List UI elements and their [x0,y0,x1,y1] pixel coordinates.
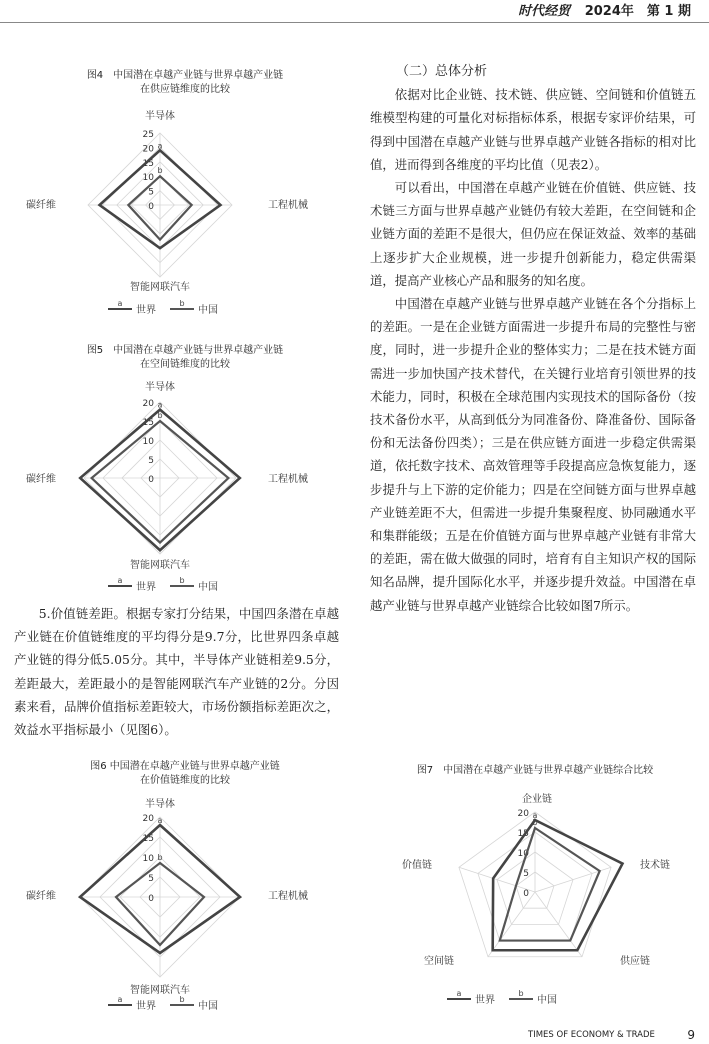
radial-tick-label: 25 [142,130,154,140]
figure4-title-line1: 图4 中国潜在卓越产业链与世界卓越产业链 [86,70,284,81]
axis-label: 智能网联汽车 [130,560,190,571]
legend-label-china: 中国 [198,1001,218,1012]
axis-label: 半导体 [145,799,175,810]
legend-marker-b: b [179,576,185,585]
legend-marker-a: a [456,989,462,998]
legend-marker-b: b [518,989,524,998]
legend-label-world: 世界 [136,1001,156,1012]
radial-tick-label: 20 [517,809,529,819]
axis-label: 企业链 [522,794,552,805]
header-rule [0,22,709,23]
figure5-title-line1: 图5 中国潜在卓越产业链与世界卓越产业链 [86,345,284,356]
series-marker-label: b [157,853,163,862]
radial-tick-label: 0 [523,889,529,899]
radial-tick-label: 15 [142,834,154,844]
series-marker-label: b [532,818,538,827]
series-marker-label: b [157,166,163,176]
page-header [518,0,691,19]
figure6-title-line2: 在价值链维度的比较 [140,775,230,786]
axis-label: 供应链 [620,956,650,967]
figure4-radar-chart [0,105,340,320]
radial-tick-label: 20 [142,399,154,409]
radial-tick-label: 15 [517,829,529,839]
radial-tick-label: 5 [148,456,154,466]
footer-journal: TIMES OF ECONOMY & TRADE [528,1030,655,1040]
radial-tick-label: 15 [142,418,154,428]
page-number: 9 [687,1028,695,1042]
radial-tick-label: 0 [148,475,154,485]
legend-marker-b: b [179,995,185,1004]
radial-tick-label: 5 [148,874,154,884]
axis-label: 工程机械 [268,200,308,211]
axis-label: 碳纤维 [26,474,56,485]
figure4-title [20,69,350,97]
radial-tick-label: 0 [148,202,154,212]
series-marker-label: b [157,411,163,420]
legend-label-china: 中国 [198,305,218,316]
axis-label: 半导体 [145,111,175,122]
magazine-name: 时代经贸 [518,4,571,19]
legend-marker-a: a [117,299,123,308]
figure7-title [372,764,698,778]
legend-marker-a: a [117,995,123,1004]
axis-label: 技术链 [640,860,670,871]
overall-paragraph-2: 可以看出，中国潜在卓越产业链在价值链、供应链、技术链三方面与世界卓越产业链仍有较大差距，在空间链和企业链方面的差距不是很大，但仍应在保证效益、效率的基础上逐步扩大企业规模，进一步提升创新能力，稳定供需渠道，提高产业核心产品和服务的知名度。 [370,180,696,288]
legend-marker-b: b [179,299,185,308]
right-text-block [370,60,696,617]
radial-tick-label: 10 [142,173,154,184]
radial-tick-label: 10 [142,854,154,864]
radial-tick-label: 20 [142,814,154,824]
legend-marker-a: a [117,576,123,585]
radial-tick-label: 15 [142,158,154,169]
series-marker-label: a [157,141,163,151]
legend-label-china: 中国 [198,582,218,593]
axis-label: 碳纤维 [26,200,56,211]
series-line-world [493,820,623,950]
radial-tick-label: 5 [148,187,154,198]
figure5-title-line2: 在空间链维度的比较 [140,359,230,370]
figure7-radar-chart [372,782,698,1012]
axis-label: 工程机械 [268,474,308,485]
axis-label: 价值链 [402,860,432,871]
legend-label-world: 世界 [136,582,156,593]
radial-tick-label: 10 [142,437,154,447]
figure5-radar-chart [0,378,340,593]
left-text-block [14,602,339,741]
axis-label: 半导体 [145,382,175,393]
overall-paragraph-1: 依据对比企业链、技术链、供应链、空间链和价值链五维模型构建的可量化对标指标体系，根据专家评价结果，可得到中国潜在卓越产业链与世界卓越产业链各指标的相对比值，进而得到各维度的平均比值（见表2）。 [370,87,696,172]
radial-tick-label: 10 [517,849,529,859]
series-marker-label: a [157,400,163,410]
radial-tick-label: 5 [523,869,529,879]
series-marker-label: a [532,811,538,820]
value-chain-gap-paragraph: 5.价值链差距。根据专家打分结果，中国四条潜在卓越产业链在价值链维度的平均得分是9.7分，比世界四条卓越产业链的得分低5.05分。其中，半导体产业链相差9.5分，差距最大，差距最小的是智能网联汽车产业链的2分。分因素来看，品牌价值指标差距较大，市场份额指标差距次之，效益水平指标最小（见图6）。 [14,606,339,738]
radial-tick-label: 20 [142,144,154,155]
axis-label: 碳纤维 [26,891,56,902]
figure6-radar-chart [0,795,340,1015]
legend-label-world: 世界 [475,995,495,1006]
series-marker-label: a [157,816,163,825]
figure4-title-line2: 在供应链维度的比较 [140,84,230,95]
figure6-title [20,760,350,788]
axis-label: 智能网联汽车 [130,985,190,996]
figure7-title-line1: 图7 中国潜在卓越产业链与世界卓越产业链综合比较 [416,765,654,776]
axis-label: 智能网联汽车 [130,282,190,293]
axis-label: 工程机械 [268,891,308,902]
legend-label-world: 世界 [136,305,156,316]
legend-label-china: 中国 [537,995,557,1006]
section-title: （二）总体分析 [396,64,488,79]
overall-paragraph-3: 中国潜在卓越产业链与世界卓越产业链在各个分指标上的差距。一是在企业链方面需进一步提升布局的完整性与密度，同时，进一步提升企业的整体实力；二是在技术链方面需进一步加快国产技术替代，在关键行业培育引领世界的技术能力，同时，积极在全球范围内实现技术的国际备份（按技术备份水平，从高到低分为同准备份、降准备份、国际备份和无法备份四类）；三是在供应链方面进一步稳定供需渠道，依托数字技术、高效管理等手段提高应急恢复能力，逐步提升与上下游的定价能力；四是在空间链方面与世界卓越产业链差距不大，但需进一步提升集聚程度、协同融通水平和集群能级；五是在价值链方面与世界卓越产业链有非常大的差距，需在做大做强的同时，培育有自主知识产权的国际知名品牌，提升国际化水平，并逐步提升效益。中国潜在卓越产业链与世界卓越产业链综合比较如图7所示。 [370,296,696,613]
figure5-title [20,344,350,372]
issue-label: 2024年 第 1 期 [584,4,691,19]
axis-label: 空间链 [424,956,454,967]
radial-tick-label: 0 [148,894,154,904]
figure6-title-line1: 图6 中国潜在卓越产业链与世界卓越产业链 [90,761,280,772]
